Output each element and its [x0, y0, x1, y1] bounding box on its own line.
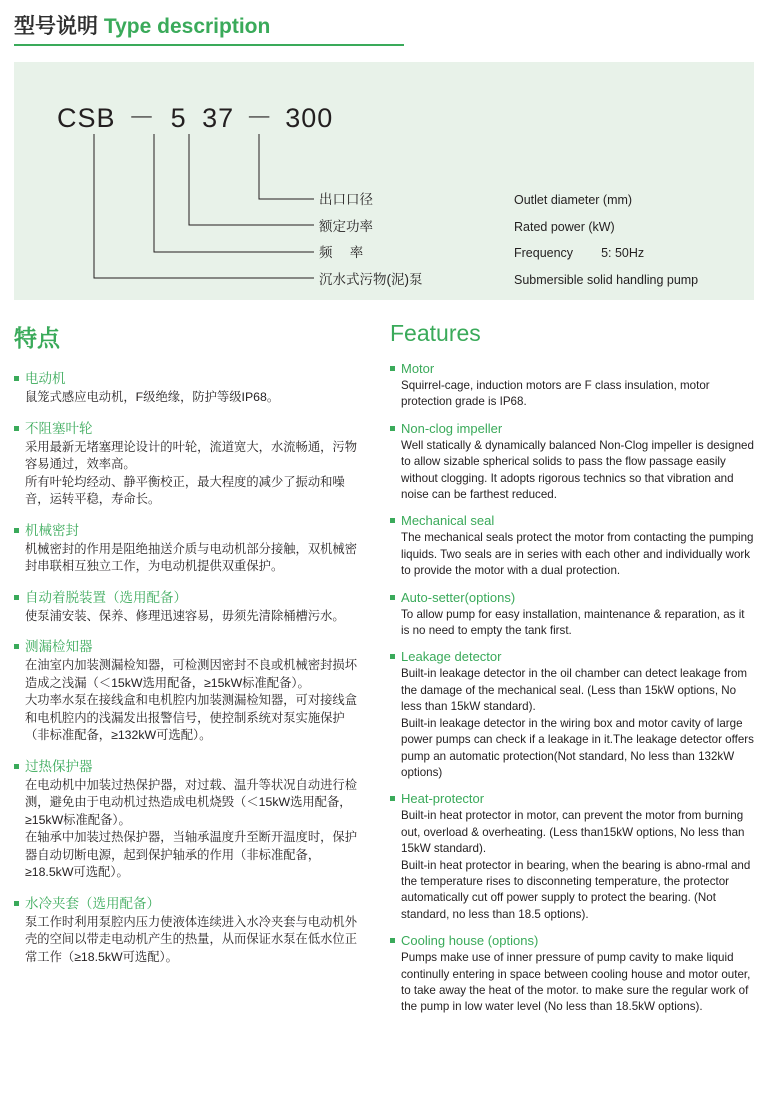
type-label-en-frequency-row	[514, 240, 698, 267]
feature-heading-text: Non-clog impeller	[401, 420, 503, 436]
square-bullet-icon	[14, 426, 19, 431]
square-bullet-icon	[390, 938, 395, 943]
type-label-cn-pump: 沉水式污物(泥)泵	[319, 271, 423, 287]
features-columns	[14, 320, 754, 1026]
feature-item	[14, 586, 358, 626]
feature-body: 泵工作时利用泵腔内压力使液体连续进入水冷夹套与电动机外壳的空间以带走电动机产生的热量，从而保证水泵在低水位正常工作（≥18.5kW可选配）。	[25, 914, 358, 964]
page-title-cn: 型号说明	[14, 15, 98, 38]
feature-item	[14, 367, 358, 407]
type-label-en-outlet: Outlet diameter (mm)	[514, 193, 633, 207]
features-title-en: Features	[390, 320, 481, 346]
square-bullet-icon	[390, 595, 395, 600]
feature-heading-text: Auto-setter(options)	[401, 589, 516, 605]
type-labels-en	[514, 187, 698, 293]
feature-heading-text: 机械密封	[25, 522, 79, 538]
feature-heading	[390, 421, 754, 436]
feature-item	[14, 755, 358, 882]
feature-item	[14, 635, 358, 745]
feature-body: 在油室内加装测漏检知器，可检测因密封不良或机械密封损坏造成之浅漏（＜15kW选用配备，≥15kW标准配备）。 大功率水泵在接线盒和电机腔内加装测漏检知器，可对接线盒和电机腔内的浅漏发出报警信号，使控制系统对泵实施保护（非标准配备，≥132kW可选配）。	[25, 658, 358, 742]
model-code-power: 37	[202, 103, 235, 133]
feature-body: Well statically & dynamically balanced Non-Clog impeller is designed to allow sizable spherical solids to pass the flow passage easily without clogging. It adopts rigorous technics so that vibration and noise can be farthest reduced.	[401, 438, 754, 502]
features-column-en	[384, 320, 754, 1026]
feature-heading-text: 过热保护器	[25, 758, 93, 774]
feature-item	[14, 417, 358, 509]
title-divider	[14, 44, 404, 46]
feature-heading-text: 自动着脱装置（选用配备）	[25, 589, 187, 605]
type-label-cn-frequency: 频 率	[319, 245, 364, 260]
feature-heading	[390, 590, 754, 605]
model-code-dash-1: －	[128, 103, 157, 133]
feature-heading	[14, 417, 358, 437]
feature-body: Squirrel-cage, induction motors are F class insulation, motor protection grade is IP68.	[401, 379, 710, 409]
square-bullet-icon	[14, 901, 19, 906]
feature-item	[390, 933, 754, 1016]
feature-heading-text: Motor	[401, 361, 435, 376]
square-bullet-icon	[14, 764, 19, 769]
feature-heading	[390, 649, 754, 664]
feature-body: 采用最新无堵塞理论设计的叶轮，流道宽大，水流畅通，污物容易通过，效率高。 所有叶轮均经动、静平衡校正，最大程度的减少了振动和噪音，运转平稳，寿命长。	[25, 439, 358, 506]
square-bullet-icon	[14, 644, 19, 649]
square-bullet-icon	[390, 426, 395, 431]
feature-heading	[390, 513, 754, 528]
feature-item	[390, 791, 754, 923]
square-bullet-icon	[14, 595, 19, 600]
feature-heading	[14, 755, 358, 775]
feature-body: The mechanical seals protect the motor from contacting the pumping liquids. Two seals are in series with each other and individually work to provide the motor with a dual protection.	[401, 531, 754, 578]
square-bullet-icon	[14, 528, 19, 533]
feature-body: Built-in leakage detector in the oil chamber can detect leakage from the damage of the mechanical seal. (Less than 15kW options, No less than 15kW standard). Built-in leakage detector in the wiring box and motor cavity of large power pumps can check if a leakage in it.The leakage detector offers pump an automatic protection(Not standard, No less than 132kW options)	[401, 667, 754, 779]
feature-heading-text: 电动机	[25, 371, 66, 386]
feature-heading-text: Mechanical seal	[401, 513, 495, 529]
feature-item	[390, 421, 754, 504]
feature-heading	[14, 892, 358, 912]
feature-heading-text: 不阻塞叶轮	[25, 420, 93, 436]
page-title	[14, 0, 754, 44]
feature-heading-text: 测漏检知器	[25, 639, 93, 654]
feature-heading-text: Leakage detector	[401, 649, 502, 665]
feature-heading-text: Heat-protector	[401, 791, 485, 807]
features-title-cn: 特点	[14, 325, 60, 351]
feature-item	[14, 519, 358, 576]
square-bullet-icon	[390, 654, 395, 659]
square-bullet-icon	[390, 366, 395, 371]
feature-body: 机械密封的作用是阻绝抽送介质与电动机部分接触，双机械密封串联相互独立工作，为电动机提供双重保护。	[25, 541, 358, 573]
feature-heading	[390, 933, 754, 948]
page-title-en: Type description	[103, 15, 271, 38]
type-frequency-value: 5: 50Hz	[601, 246, 645, 260]
type-description-panel	[14, 62, 754, 300]
type-label-cn-outlet: 出口口径	[319, 192, 373, 207]
model-code-prefix: CSB	[57, 103, 116, 133]
feature-item	[390, 649, 754, 781]
feature-body: Built-in heat protector in motor, can prevent the motor from burning out, overload & overheating. (Less than15kW options, No less than 15kW standard). Built-in heat protector in bearing, when the bearing is abno-rmal and the temperature rises to disconneting temperature, the protector automatically cut off power supply to protect the bearing. (Not standard, no less than 18.5 options).	[401, 809, 751, 921]
feature-item	[390, 590, 754, 640]
feature-heading	[14, 586, 358, 606]
square-bullet-icon	[390, 518, 395, 523]
feature-item	[390, 513, 754, 579]
model-code-dash-2: －	[245, 103, 274, 133]
features-column-cn	[14, 320, 384, 1026]
feature-body: To allow pump for easy installation, maintenance & reparation, as it is no need to empty the tank first.	[401, 607, 745, 638]
type-label-cn-power: 额定功率	[319, 218, 373, 234]
feature-body: 鼠笼式感应电动机，F级绝缘，防护等级IP68。	[25, 390, 280, 404]
feature-item	[14, 892, 358, 967]
feature-body: 在电动机中加装过热保护器，对过载、温升等状况自动进行检测，避免由于电动机过热造成电机烧毁（＜15kW选用配备，≥15kW标准配备）。 在轴承中加装过热保护器，当轴承温度升至断开温度时，保护器自动切断电源，起到保护轴承的作用（非标准配备，≥18.5kW可选配）。	[25, 777, 358, 879]
feature-heading	[14, 635, 358, 655]
square-bullet-icon	[390, 796, 395, 801]
feature-heading	[390, 361, 754, 376]
feature-heading-text: Cooling house (options)	[401, 933, 539, 949]
feature-heading-text: 水冷夹套（选用配备）	[25, 895, 160, 911]
feature-heading	[390, 791, 754, 806]
type-label-en-power: Rated power (kW)	[514, 219, 615, 234]
type-label-en-pump: Submersible solid handling pump	[514, 272, 699, 287]
feature-heading	[14, 519, 358, 539]
square-bullet-icon	[14, 376, 19, 381]
feature-body: 使泵浦安装、保养、修理迅速容易，毋须先清除桶槽污水。	[25, 608, 345, 623]
model-code-frequency: 5	[170, 103, 187, 133]
type-label-en-frequency: Frequency	[514, 246, 574, 260]
feature-item	[390, 361, 754, 411]
feature-body: Pumps make use of inner pressure of pump cavity to make liquid continully entering in space between cooling house and motor outer, to take away the heat of the motor. to make sure the regular work of the pump in low water level (No less than 18.5kW options).	[401, 951, 751, 1014]
feature-heading	[14, 367, 358, 387]
model-code-outlet: 300	[285, 103, 334, 133]
type-labels-cn	[319, 187, 423, 293]
